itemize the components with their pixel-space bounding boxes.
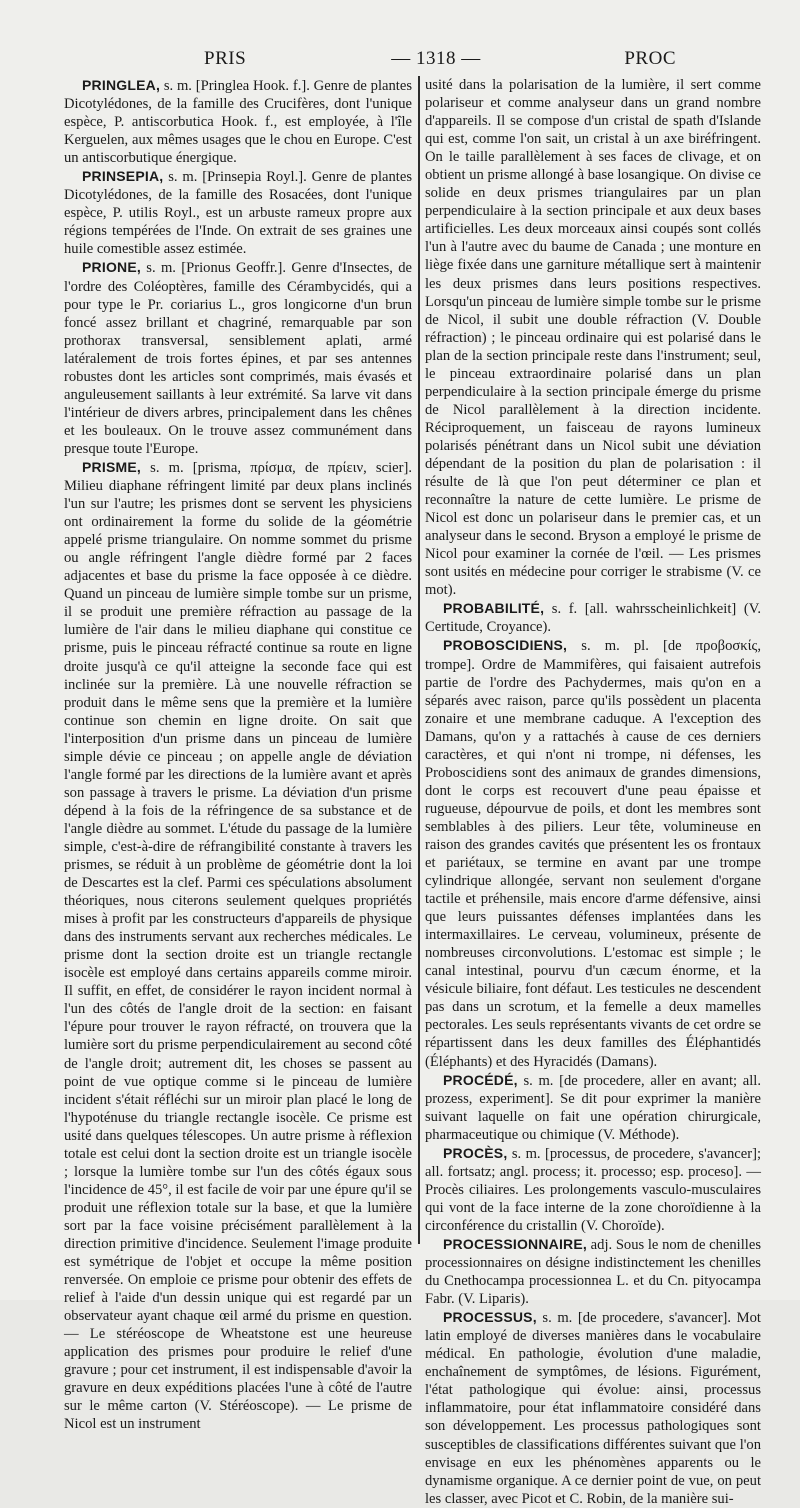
entry-text: adj. Sous le nom de chenilles processionnaires on désigne indistinctement les chenilles du Cnethocampa processionnea L. et du Cn. pityocampa Fabr. (V. Liparis). [425,1237,761,1308]
entry-text: s. m. [de procedere, aller en avant; all. prozess, experiment]. Se dit pour exprimer la manière suivant laquelle on fait une opération chirurgicale, pharmaceutique ou chimique (V. Méthode). [425,1072,761,1143]
entry-headword: PROBABILITÉ, [443,600,545,617]
entry-pringlea [64,76,412,167]
entry-proces [425,1144,761,1235]
header-left-guideword: PRIS [204,48,247,69]
column-divider [418,76,420,1244]
entry-prisme-continued [425,76,761,599]
entry-headword: PROCESSUS, [443,1309,537,1326]
entry-text: usité dans la polarisation de la lumière, il sert comme polariseur et comme analyseur dans un grand nombre d'appareils. Il se compose d'un cristal de spath d'Islande qui est, comme l'on sait, un cristal à un axe biréfringent. On le taille parallèlement à ses faces de clivage, et on obtient un prisme allongé à base losangique. On divise ce solide en deux prismes triangulaires par un plan perpendiculaire à la section principale et aux deux bases artificielles. Les deux morceaux ainsi coupés sont collés l'un à l'autre avec du baume de Canada ; une monture en liège fixée dans une garniture métallique sert à maintenir les deux prismes dans leurs positions respectives. Lorsqu'un pinceau de lumière simple tombe sur le prisme de Nicol, il subit une double réfraction (V. Double réfraction) ; le pinceau ordinaire qui est polarisé dans le plan de la section principale reste dans l'instrument; seul, le pinceau extraordinaire polarisé dans un plan perpendiculaire à la section principale émerge du prisme de Nicol parallèlement à la direction incidente. Réciproquement, un faisceau de rayons lumineux polarisés pénétrant dans un Nicol subit une déviation dépendant de la position du plan de polarisation : il résulte de là que l'on peut déterminer ce plan et reconnaître la nature de cette lumière. Le prisme de Nicol est donc un polariseur dans le premier cas, et un analyseur dans le second. Bryson a employé le prisme de Nicol pour examiner la cornée de l'œil. — Les prismes sont usités en médecine pour corriger le strabisme (V. ce mot). [425,77,761,599]
entry-headword: PRINSEPIA, [82,168,164,185]
header-right-guideword: PROC [624,48,676,69]
entry-headword: PRINGLEA, [82,77,161,93]
entry-headword: PROBOSCIDIENS, [443,637,568,654]
entry-probabilite [425,599,761,636]
right-column [425,76,761,1507]
entry-prinsepia [64,167,412,258]
entry-headword: PRIONE, [82,259,141,276]
entry-text: s. m. [Prinsepia Royl.]. Genre de plantes Dicotylédones, de la famille des Rosacées, dont l'unique espèce, P. utilis Royl., est un arbuste rameux propre aux régions tempérées de l'Inde. On extrait de ses graines une huile comestible assez estimée. [64,169,412,258]
left-column [64,76,413,1433]
entry-prione [64,258,412,458]
entry-procede [425,1071,761,1144]
running-header [60,40,760,70]
entry-headword: PROCÉDÉ, [443,1071,518,1088]
page-number: — 1318 — [391,48,481,69]
entry-headword: PRISME, [82,458,141,475]
entry-text: s. m. pl. [de προβοσκίς, trompe]. Ordre de Mammifères, qui faisaient autrefois partie de l'ordre des Pachydermes, mais qu'on en a séparés avec raison, parce qu'ils possèdent un placenta zonaire et une membrane caduque. A l'exception des Damans, qu'on y a rattachés à cause de ces derniers caractères, et qui n'ont ni trompe, ni défenses, les Proboscidiens sont des animaux de grandes dimensions, dont le corps est recouvert d'une peau épaisse et rugueuse, dépourvue de poils, et dont les membres sont semblables à des piliers. Leur tête, volumineuse en raison des grandes cavités que présentent les os frontaux et pariétaux, se termine en avant par une trompe cylindrique allongée, servant non seulement d'organe tactile et préhensile, mais encore d'arme défensive, ainsi que leurs puissantes défenses implantées dans les intermaxillaires. Le cerveau, volumineux, présente de nombreuses circonvolutions. L'estomac est simple ; le canal intestinal, pourvu d'un cæcum énorme, et la vésicule biliaire, font défaut. Les testicules ne descendent pas dans un scrotum, et la femelle a deux mamelles pectorales. Les seuls représentants vivants de cet ordre se répartissent dans les deux familles des Éléphantidés (Éléphants) et des Hyracidés (Damans). [425,638,761,1070]
entry-headword: PROCESSIONNAIRE, [443,1236,587,1252]
entry-processionnaire [425,1235,761,1308]
entry-headword: PROCÈS, [443,1144,508,1161]
entry-text: s. m. [processus, de procedere, s'avancer]; all. fortsatz; angl. process; it. processo; esp. proceso]. — Procès ciliaires. Les prolongements vasculo-musculaires qui vont de la face interne de la zone choroïdienne à la circonférence du cristallin (V. Choroïde). [425,1145,761,1234]
entry-processus [425,1308,761,1508]
entry-text: s. m. [de procedere, s'avancer]. Mot latin employé de diverses manières dans le vocabulaire médical. En pathologie, évolution d'une maladie, enchaînement de symptômes, de lésions. Figurément, l'état pathologique qui évolue: ainsi, processus inflammatoire, pour état inflammatoire considéré dans son développement. Les processus pathologiques sont susceptibles de classifications différentes suivant que l'on envisage en eux les phénomènes apparents ou le dynamisme organique. A ce dernier point de vue, on peut les classer, avec Picot et C. Robin, de la manière sui- [425,1310,761,1507]
entry-text: s. f. [all. wahrsscheinlichkeit] (V. Certitude, Croyance). [425,601,761,636]
entry-text: s. m. [prisma, πρίσμα, de πρίειν, scier]. Milieu diaphane réfringent limité par deux plans inclinés l'un sur l'autre; les prismes dont se servent les physiciens ont ordinairement la forme du solide de la géométrie appelé prisme triangulaire. On nomme sommet du prisme ou angle réfringent l'angle dièdre formé par 2 faces adjacentes et base du prisme la face opposée à ce dièdre. Quand un pinceau de lumière simple tombe sur un prisme, il se produit une première réfraction au passage de la lumière de l'air dans le milieu diaphane qui constitue ce prisme, puis le pinceau réfracté continue sa route en ligne droite jusqu'à ce qu'il atteigne la seconde face qui est inclinée sur la première. Là une nouvelle réfraction se produit dans le même sens que la première et la lumière continue son chemin en ligne droite. On sait que l'interposition d'un prisme dans un pinceau de lumière simple dévie ce pinceau ; on appelle angle de déviation l'angle formé par les directions de la lumière avant et après son passage à travers le prisme. La déviation d'un prisme dépend à la fois de la réfringence de sa substance et de l'angle dièdre au sommet. L'étude du passage de la lumière simple, c'est-à-dire de réfrangibilité constante à travers les prismes, se réduit à un problème de géométrie dont la loi de Descartes est la clef. Parmi ces spéculations absolument théoriques, nous citerons seulement quelques propriétés mises à profit par les constructeurs d'appareils de physique dans des instruments servant aux recherches médicales. Le prisme dont la section droite est un triangle rectangle isocèle est employé dans certains appareils comme miroir. Il suffit, en effet, de considérer le rayon incident normal à l'un des côtés de l'angle droit de la section: en faisant l'épure pour trouver le rayon réfracté, on trouvera que la lumière sort du prisme perpendiculairement au second côté de l'angle droit; autrement dit, les choses se passent au point de vue optique comme si le pinceau de lumière incident s'était réfléchi sur un miroir plan placé le long de l'hypoténuse du triangle rectangle isocèle. Ce prisme est usité dans quelques télescopes. Un autre prisme à réflexion totale est celui dont la section droite est un triangle isocèle ; lorsque la lumière tombe sur l'un des côtés égaux sous l'incidence de 45°, il est facile de voir par une épure qu'il se produit une réflexion totale sur la base, et que la lumière sort par la face voisine précisément parallèlement à la direction primitive d'incidence. Seulement l'image produite est symétrique de l'objet et occupe la même position renversée. On emploie ce prisme pour obtenir des effets de relief à l'aide d'un dessin unique qui est regardé par un observateur ayant chaque œil armé du prisme en question. — Le stéréoscope de Wheatstone est une heureuse application des prismes pour produire le relief d'une gravure ; pour cet instrument, il est indispensable d'avoir la gravure en deux expéditions placées l'une à côté de l'autre sur le même carton (V. Stéréoscope). — Le prisme de Nicol est un instrument [64,459,412,1433]
entry-prisme [64,458,412,1434]
entry-text: s. m. [Pringlea Hook. f.]. Genre de plantes Dicotylédones, de la famille des Crucifères, dont l'unique espèce, P. antiscorbutica Hook. f., est employée, à l'île Kerguelen, aux mêmes usages que le chou en Europe. C'est un antiscorbutique énergique. [64,78,413,167]
entry-proboscidiens [425,636,761,1070]
entry-text: s. m. [Prionus Geoffr.]. Genre d'Insectes, de l'ordre des Coléoptères, famille des Cérambycidés, qui a pour type le Pr. coriarius L., gros longicorne d'un brun foncé assez brillant et chagriné, remarquable par son prothorax transversal, sensiblement aplati, armé latéralement de trois fortes épines, et par ses antennes robustes dont les articles sont comprimés, mais évasés et anguleusement saillants à leur extrémité. Sa larve vit dans l'intérieur de divers arbres, principalement dans les chênes et les bouleaux. On le trouve assez communément dans presque toute l'Europe. [64,260,412,457]
